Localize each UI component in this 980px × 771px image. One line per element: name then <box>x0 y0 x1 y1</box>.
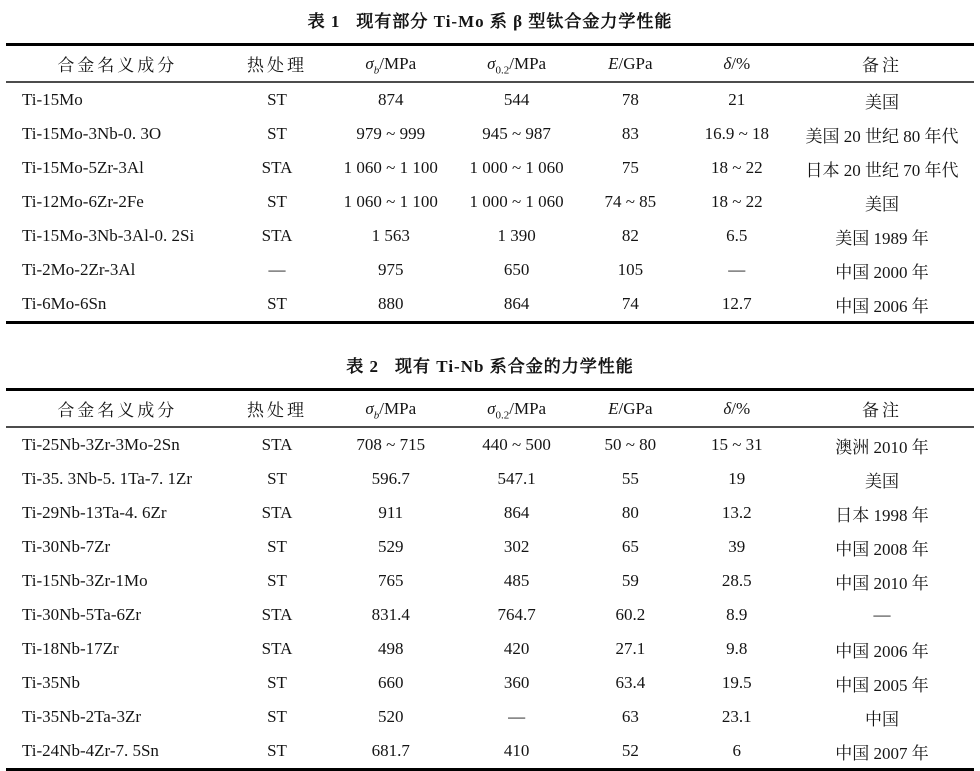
modulus-cell: 63 <box>621 707 639 726</box>
table2-title-text: 现有 Ti-Nb 系合金的力学性能 <box>395 357 634 376</box>
alloy-name-cell: Ti-12Mo-6Zr-2Fe <box>22 192 144 211</box>
sigma-b-unit: /MPa <box>379 398 417 418</box>
delta-unit: /% <box>731 53 751 73</box>
sigma-b-cell: 498 <box>378 639 404 658</box>
sigma-02-cell: 547.1 <box>497 469 536 488</box>
elongation-cell: 6.5 <box>726 226 748 245</box>
table-row <box>6 427 974 462</box>
remark-cell: 美国 <box>865 92 900 112</box>
sigma-b-cell: 596.7 <box>371 469 410 488</box>
table1-ti-mo-alloys <box>6 43 974 324</box>
sigma-02-cell: 1 390 <box>497 226 536 245</box>
col-header-alloy-composition <box>6 390 229 428</box>
remark-cell: 中国 2008 年 <box>835 539 929 559</box>
sigma-02-cell: 360 <box>503 673 530 692</box>
alloy-name-cell: Ti-30Nb-5Ta-6Zr <box>22 605 142 624</box>
col-header-remark-label: 备注 <box>862 401 903 420</box>
sigma-b-subscript: b <box>373 63 380 76</box>
table-row <box>6 666 974 700</box>
col-header-alloy-label: 合金名义成分 <box>57 56 178 75</box>
sigma-b-cell: 1 060 ~ 1 100 <box>343 158 438 177</box>
table-row <box>6 734 974 770</box>
sigma-b-cell: 1 060 ~ 1 100 <box>343 192 438 211</box>
heat-treatment-cell: ST <box>267 741 287 760</box>
table1-title-label: 表 1 <box>307 12 341 31</box>
alloy-name-cell: Ti-15Mo <box>22 90 83 109</box>
sigma-02-cell: 440 ~ 500 <box>482 435 551 454</box>
modulus-cell: 52 <box>621 741 639 760</box>
sigma-02-subscript: 0.2 <box>495 408 510 421</box>
delta-symbol: δ <box>723 398 732 418</box>
sigma-b-cell: 874 <box>378 90 404 109</box>
remark-cell: 美国 <box>865 194 900 214</box>
modulus-cell: 74 ~ 85 <box>604 192 657 211</box>
modulus-cell: 63.4 <box>615 673 646 692</box>
sigma-b-cell: 765 <box>378 571 404 590</box>
sigma-b-cell: 708 ~ 715 <box>356 435 426 454</box>
sigma-02-cell: 764.7 <box>497 605 536 624</box>
sigma-b-cell: 911 <box>378 503 404 522</box>
e-unit: /GPa <box>618 53 653 73</box>
col-header-elastic-modulus <box>577 45 683 83</box>
table-row <box>6 462 974 496</box>
heat-treatment-cell: STA <box>261 639 293 658</box>
table-row <box>6 700 974 734</box>
modulus-cell: 50 ~ 80 <box>604 435 657 454</box>
sigma-b-cell: 660 <box>378 673 404 692</box>
table-row <box>6 219 974 253</box>
table-row <box>6 496 974 530</box>
sigma-02-unit: /MPa <box>509 53 547 73</box>
elongation-cell: 39 <box>728 537 746 556</box>
heat-treatment-cell: STA <box>261 605 293 624</box>
alloy-name-cell: Ti-2Mo-2Zr-3Al <box>22 260 136 279</box>
elongation-cell: 6 <box>732 741 742 760</box>
modulus-cell: 83 <box>621 124 639 143</box>
remark-cell: 中国 2000 年 <box>835 262 929 282</box>
elongation-cell: 15 ~ 31 <box>710 435 763 454</box>
modulus-cell: 55 <box>621 469 639 488</box>
alloy-name-cell: Ti-15Mo-3Nb-0. 3O <box>22 124 162 143</box>
alloy-name-cell: Ti-35Nb-2Ta-3Zr <box>22 707 142 726</box>
modulus-cell: 60.2 <box>615 605 646 624</box>
table2-title <box>5 355 975 379</box>
modulus-cell: 74 <box>621 294 639 313</box>
e-unit: /GPa <box>618 398 653 418</box>
sigma-02-cell: 1 000 ~ 1 060 <box>469 158 564 177</box>
elongation-cell: 8.9 <box>726 605 748 624</box>
heat-treatment-cell: ST <box>267 673 287 692</box>
col-header-remark <box>790 45 974 83</box>
heat-treatment-cell: ST <box>267 90 287 109</box>
table-row <box>6 82 974 117</box>
alloy-name-cell: Ti-35Nb <box>22 673 80 692</box>
remark-cell: — <box>873 605 891 624</box>
table-row <box>6 185 974 219</box>
sigma-b-cell: 520 <box>378 707 404 726</box>
heat-treatment-cell: ST <box>267 469 287 488</box>
table-row <box>6 598 974 632</box>
sigma-b-subscript: b <box>373 408 380 421</box>
remark-cell: 澳洲 2010 年 <box>835 437 929 457</box>
modulus-cell: 78 <box>621 90 639 109</box>
sigma-b-cell: 831.4 <box>371 605 410 624</box>
sigma-02-cell: 864 <box>503 503 530 522</box>
sigma-02-cell: 420 <box>503 639 530 658</box>
elongation-cell: 18 ~ 22 <box>710 158 763 177</box>
modulus-cell: 82 <box>621 226 639 245</box>
alloy-name-cell: Ti-29Nb-13Ta-4. 6Zr <box>22 503 167 522</box>
col-header-sigma-b <box>325 390 456 428</box>
remark-cell: 美国 <box>865 471 900 491</box>
alloy-name-cell: Ti-24Nb-4Zr-7. 5Sn <box>22 741 159 760</box>
sigma-b-unit: /MPa <box>379 53 417 73</box>
elongation-cell: 9.8 <box>726 639 748 658</box>
table1-title <box>5 10 975 34</box>
delta-symbol: δ <box>723 53 732 73</box>
col-header-alloy-label: 合金名义成分 <box>57 401 178 420</box>
table2-header-row <box>6 390 974 428</box>
elongation-cell: 18 ~ 22 <box>710 192 763 211</box>
modulus-cell: 65 <box>621 537 639 556</box>
e-symbol: E <box>608 398 619 418</box>
modulus-cell: 75 <box>621 158 639 177</box>
delta-unit: /% <box>731 398 751 418</box>
elongation-cell: 28.5 <box>721 571 752 590</box>
table-row <box>6 151 974 185</box>
alloy-name-cell: Ti-15Mo-3Nb-3Al-0. 2Si <box>22 226 195 245</box>
heat-treatment-cell: ST <box>267 707 287 726</box>
sigma-02-cell: 864 <box>503 294 530 313</box>
elongation-cell: 13.2 <box>721 503 752 522</box>
remark-cell: 美国 20 世纪 80 年代 <box>805 126 959 146</box>
remark-cell: 中国 2006 年 <box>835 641 929 661</box>
remark-cell: 中国 <box>865 709 900 729</box>
col-header-alloy-composition <box>6 45 229 83</box>
alloy-name-cell: Ti-25Nb-3Zr-3Mo-2Sn <box>22 435 180 454</box>
elongation-cell: — <box>728 260 746 279</box>
table-row <box>6 632 974 666</box>
elongation-cell: 23.1 <box>721 707 752 726</box>
table-row <box>6 530 974 564</box>
col-header-elastic-modulus <box>577 390 683 428</box>
sigma-b-cell: 681.7 <box>371 741 410 760</box>
table-row <box>6 117 974 151</box>
col-header-sigma-b <box>325 45 456 83</box>
col-header-elongation <box>684 45 790 83</box>
remark-cell: 中国 2010 年 <box>835 573 929 593</box>
heat-treatment-cell: STA <box>261 226 293 245</box>
elongation-cell: 16.9 ~ 18 <box>704 124 770 143</box>
remark-cell: 美国 1989 年 <box>835 228 929 248</box>
heat-treatment-cell: ST <box>267 571 287 590</box>
remark-cell: 日本 1998 年 <box>835 505 929 525</box>
col-header-heat-treatment <box>229 390 326 428</box>
heat-treatment-cell: STA <box>261 503 293 522</box>
sigma-02-symbol: σ <box>487 53 496 73</box>
modulus-cell: 27.1 <box>615 639 646 658</box>
remark-cell: 中国 2006 年 <box>835 296 929 316</box>
elongation-cell: 19 <box>728 469 746 488</box>
alloy-name-cell: Ti-18Nb-17Zr <box>22 639 119 658</box>
col-header-heat-label: 热处理 <box>247 56 308 75</box>
sigma-02-cell: 410 <box>503 741 530 760</box>
table2-title-label: 表 2 <box>346 357 380 376</box>
sigma-02-cell: 544 <box>503 90 530 109</box>
heat-treatment-cell: ST <box>267 192 287 211</box>
alloy-name-cell: Ti-15Mo-5Zr-3Al <box>22 158 144 177</box>
alloy-name-cell: Ti-6Mo-6Sn <box>22 294 107 313</box>
col-header-elongation <box>684 390 790 428</box>
sigma-b-cell: 529 <box>378 537 404 556</box>
sigma-02-cell: 1 000 ~ 1 060 <box>469 192 564 211</box>
sigma-02-subscript: 0.2 <box>495 63 510 76</box>
elongation-cell: 12.7 <box>721 294 752 313</box>
alloy-name-cell: Ti-15Nb-3Zr-1Mo <box>22 571 148 590</box>
sigma-b-symbol: σ <box>365 53 374 73</box>
e-symbol: E <box>608 53 619 73</box>
col-header-remark-label: 备注 <box>862 56 903 75</box>
sigma-b-cell: 880 <box>378 294 404 313</box>
col-header-heat-label: 热处理 <box>247 401 308 420</box>
modulus-cell: 59 <box>621 571 639 590</box>
table1-title-text: 现有部分 Ti-Mo 系 β 型钛合金力学性能 <box>356 12 673 31</box>
table-row <box>6 564 974 598</box>
remark-cell: 中国 2007 年 <box>835 743 929 763</box>
alloy-name-cell: Ti-35. 3Nb-5. 1Ta-7. 1Zr <box>22 469 193 488</box>
sigma-b-cell: 1 563 <box>371 226 410 245</box>
sigma-02-cell: 650 <box>503 260 530 279</box>
table-row <box>6 253 974 287</box>
sigma-02-cell: 945 ~ 987 <box>482 124 551 143</box>
sigma-b-cell: 979 ~ 999 <box>356 124 426 143</box>
col-header-sigma-02 <box>456 45 577 83</box>
remark-cell: 中国 2005 年 <box>835 675 929 695</box>
remark-cell: 日本 20 世纪 70 年代 <box>805 160 959 180</box>
col-header-remark <box>790 390 974 428</box>
sigma-02-unit: /MPa <box>509 398 547 418</box>
sigma-b-cell: 975 <box>378 260 404 279</box>
table-row <box>6 287 974 323</box>
elongation-cell: 21 <box>728 90 746 109</box>
elongation-cell: 19.5 <box>721 673 752 692</box>
sigma-02-symbol: σ <box>487 398 496 418</box>
heat-treatment-cell: ST <box>267 294 287 313</box>
sigma-02-cell: — <box>508 707 526 726</box>
alloy-name-cell: Ti-30Nb-7Zr <box>22 537 111 556</box>
heat-treatment-cell: ST <box>267 124 287 143</box>
heat-treatment-cell: — <box>268 260 286 279</box>
heat-treatment-cell: ST <box>267 537 287 556</box>
heat-treatment-cell: STA <box>261 435 293 454</box>
heat-treatment-cell: STA <box>261 158 293 177</box>
modulus-cell: 105 <box>617 260 644 279</box>
sigma-02-cell: 302 <box>503 537 530 556</box>
sigma-02-cell: 485 <box>503 571 530 590</box>
table2-ti-nb-alloys <box>6 388 974 771</box>
sigma-b-symbol: σ <box>365 398 374 418</box>
col-header-sigma-02 <box>456 390 577 428</box>
col-header-heat-treatment <box>229 45 326 83</box>
modulus-cell: 80 <box>621 503 639 522</box>
table1-header-row <box>6 45 974 83</box>
